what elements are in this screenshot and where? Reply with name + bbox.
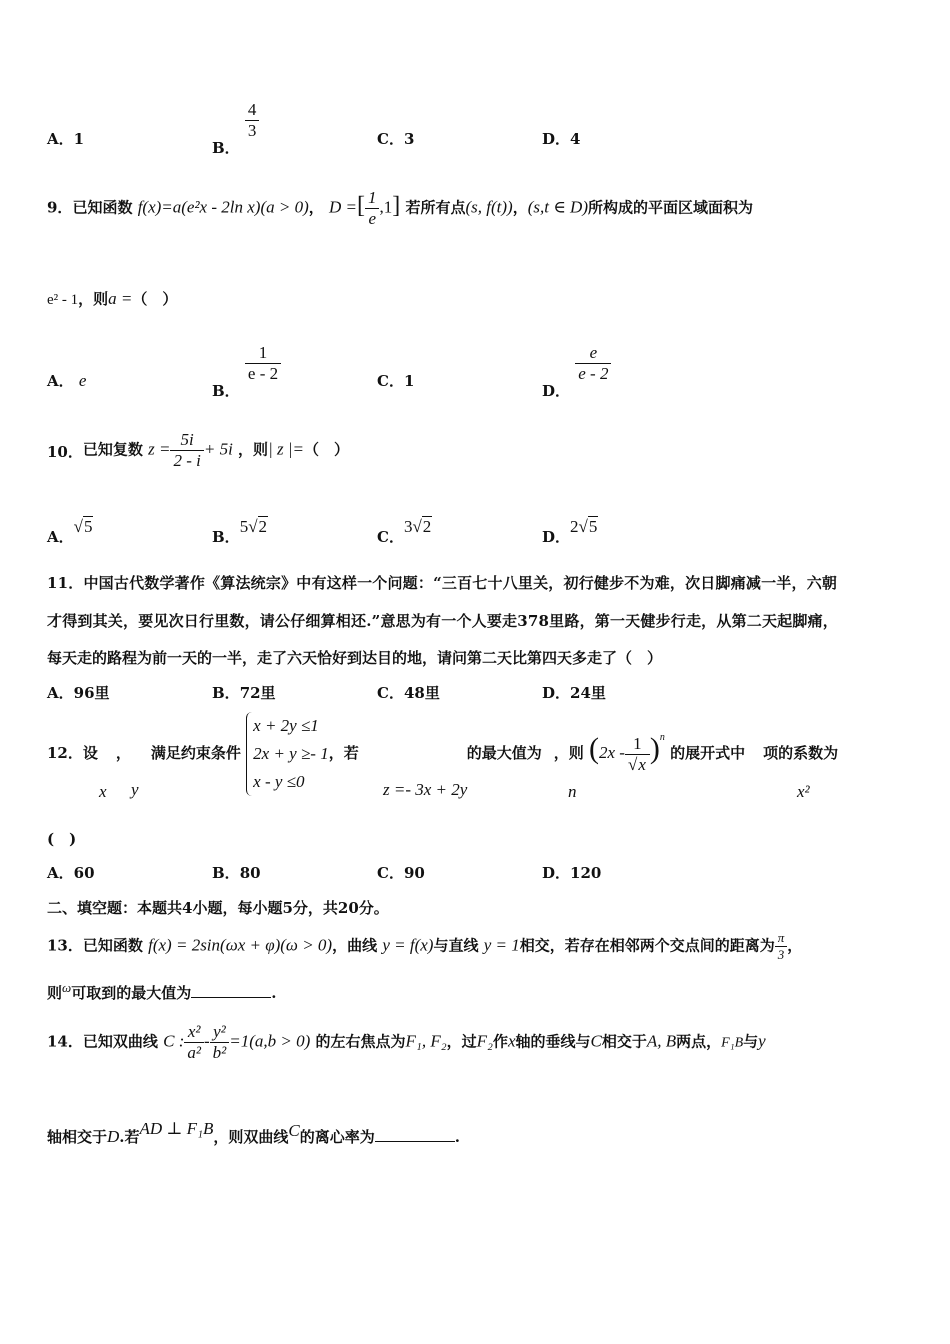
option-value: 96里 (73, 684, 110, 702)
option-value: 60 (73, 864, 95, 882)
q9-stem-2 (47, 288, 907, 309)
text: ，则 (238, 440, 269, 459)
math-expr: F₁, F₂ (405, 1031, 447, 1051)
constraint: 2x + y ≥- 1 (253, 744, 329, 763)
numerator: 1 (367, 188, 377, 207)
text: 轴的垂线与 (515, 1032, 591, 1051)
math-expr: (s,t ∈ D) (527, 197, 588, 217)
paren-right: ) (649, 732, 660, 765)
var-n: n (568, 782, 577, 801)
denominator: 3 (775, 946, 788, 963)
option-label: B． (212, 138, 240, 157)
question-number: 14． (47, 1032, 83, 1051)
math-expr: a = (108, 289, 133, 308)
q14-stem-2 (47, 1119, 907, 1147)
denominator: 3 (245, 120, 260, 141)
math-expr: F₂ (476, 1031, 493, 1051)
denominator: a² (184, 1042, 204, 1063)
denominator: e - 2 (245, 363, 281, 384)
text: 的左右焦点为 (315, 1032, 406, 1051)
option-value: 4 (570, 130, 581, 148)
q11-line-3: 每天走的路程为前一天的一半，走了六天恰好到达目的地，请问第二天比第四天多走了（ ） (47, 649, 663, 667)
question-number: 10． (47, 442, 83, 461)
question-number: 12． (47, 744, 83, 762)
math-expr: ,1 (379, 197, 393, 217)
option-value: 90 (403, 864, 425, 882)
q8-option-a (47, 128, 84, 149)
math-expr: (s, f(t)) (465, 197, 513, 217)
radicand: x (638, 754, 646, 774)
option-value: 120 (570, 864, 602, 882)
q11-option-b (212, 682, 276, 703)
q13-stem (47, 930, 907, 963)
text: （ ） (132, 290, 178, 308)
fraction (575, 343, 611, 384)
fraction (245, 343, 281, 384)
q11-option-d (542, 682, 606, 703)
numerator: 1 (633, 733, 642, 753)
text: 设 (82, 744, 98, 762)
option-label: D． (542, 381, 571, 400)
numerator: π (777, 930, 785, 945)
fraction (170, 430, 203, 471)
constraint: x + 2y ≤1 (253, 716, 319, 735)
math-expr: x (507, 1031, 516, 1051)
fraction (625, 734, 650, 775)
option-value: 1 (73, 130, 85, 148)
math-expr: C (590, 1031, 602, 1051)
q10-option-a (47, 516, 93, 546)
fraction (775, 930, 788, 963)
option-label: C． (377, 684, 404, 702)
text: ， (512, 198, 528, 217)
option-label: C． (377, 528, 404, 546)
text: ， (787, 936, 803, 955)
math-expr: y = f(x) (382, 935, 434, 955)
radical: 2√5 (570, 517, 598, 536)
fraction (365, 188, 380, 229)
q10-option-d (542, 516, 598, 546)
math-expr: C (288, 1121, 300, 1140)
option-label: A． (47, 372, 74, 390)
q12-option-d (542, 862, 601, 883)
var-y: y (131, 780, 139, 799)
text: 的展开式中 (670, 744, 746, 762)
option-label: D． (542, 684, 571, 702)
numerator: x² (187, 1022, 201, 1041)
q11-option-c (377, 682, 440, 703)
constraint: x - y ≤0 (253, 772, 305, 791)
q10-stem (47, 430, 907, 471)
math-expr: - (203, 1031, 210, 1051)
q8-option-d (542, 128, 580, 149)
text: 两点， (676, 1032, 722, 1051)
math-expr: AD ⊥ F₁B (139, 1119, 214, 1138)
q12-paren: ( ) (47, 830, 77, 848)
q11-option-a (47, 682, 110, 703)
text: ，则 (78, 290, 109, 308)
text: 的最大值为 (466, 744, 542, 762)
option-value: e (78, 371, 87, 390)
q11-line-2: 才得到其关，要见次日行里数，请公仔细算相还.”意思为有一个人要走378里路，第一天健步行走，从第二天起脚痛， (47, 612, 838, 630)
text: 已知函数 (82, 936, 143, 955)
math-expr: f(x)=a (137, 197, 182, 217)
text: ，若 (328, 744, 359, 762)
option-label: D． (542, 528, 571, 546)
text: . (454, 1128, 460, 1146)
text: 的离心率为 (299, 1128, 375, 1146)
denominator: √x (625, 754, 650, 775)
math-expr: D = (328, 197, 357, 217)
text: .若 (119, 1128, 140, 1146)
text: 满足约束条件 (150, 744, 241, 762)
math-expr: C : (163, 1031, 185, 1051)
numerator: 5i (180, 430, 194, 449)
fraction (184, 1022, 204, 1063)
text: 项的系数为 (763, 744, 839, 762)
text: 相交于 (601, 1032, 647, 1051)
question-number: 9． (47, 198, 73, 217)
math-expr: ω (62, 980, 72, 995)
option-value: 3 (403, 130, 415, 148)
option-label: B． (212, 381, 240, 400)
math-expr: =1(a,b > 0) (229, 1031, 311, 1051)
math-expr: D (107, 1127, 120, 1146)
numerator: y² (213, 1022, 226, 1041)
text: 已知双曲线 (82, 1032, 158, 1051)
math-expr: F₁B (721, 1035, 744, 1051)
text: 已知复数 (82, 440, 143, 459)
coefficient: 5 (239, 517, 249, 536)
text: 则 (47, 984, 63, 1002)
text: ，则 (553, 744, 584, 762)
constraint-system (246, 712, 329, 796)
denominator: e - 2 (575, 363, 611, 384)
radical: 3√2 (403, 517, 432, 536)
text: ，则双曲线 (213, 1128, 289, 1146)
q9-option-c (377, 370, 414, 391)
math-expr: z = (148, 439, 171, 459)
option-value: 1 (403, 372, 415, 390)
math-expr: y (758, 1031, 766, 1051)
denominator: b² (210, 1042, 230, 1063)
answer-blank[interactable] (191, 983, 271, 998)
q12-stem (47, 712, 907, 796)
text: ，曲线 (332, 936, 378, 955)
coefficient: 2 (570, 517, 579, 536)
option-label: C． (377, 372, 404, 390)
q13-stem-2 (47, 982, 907, 1003)
math-expr: (e²x - 2ln x)(a > 0) (181, 197, 309, 217)
bracket: [ (356, 192, 365, 219)
option-value: 72里 (239, 684, 276, 702)
answer-blank[interactable] (375, 1127, 455, 1142)
math-expr: f(x) = 2sin(ωx + φ)(ω > 0) (148, 935, 333, 955)
option-value: 24里 (570, 684, 606, 702)
text: 作 (492, 1032, 508, 1051)
radical: √5 (73, 517, 93, 536)
denominator: e (365, 208, 380, 229)
coefficient: 3 (403, 517, 413, 536)
q10-option-c (377, 516, 432, 546)
option-label: B． (212, 864, 240, 882)
text: 与 (743, 1032, 759, 1051)
option-label: C． (377, 864, 404, 882)
option-label: D． (542, 130, 571, 148)
objective-function: z =- 3x + 2y (383, 780, 468, 799)
text: （ ） (304, 440, 350, 459)
text: 与直线 (433, 936, 479, 955)
q9-option-b (212, 343, 281, 400)
radicand: 2 (258, 517, 268, 536)
q12-option-a (47, 862, 95, 883)
q14-stem (47, 1022, 907, 1063)
option-label: B． (212, 684, 240, 702)
paren-left: ( (589, 732, 599, 765)
math-expr: A, B (646, 1031, 677, 1051)
bracket: ] (392, 192, 401, 219)
option-label: C． (377, 130, 404, 148)
text: 若所有点 (405, 198, 466, 217)
radicand: 2 (422, 517, 432, 536)
option-label: A． (47, 684, 74, 702)
radical: 5√2 (239, 517, 268, 536)
q10-option-b (212, 516, 268, 546)
q12-option-b (212, 862, 261, 883)
radicand: 5 (83, 517, 93, 536)
math-expr: + 5i (203, 439, 233, 459)
question-number: 13． (47, 936, 83, 955)
math-expr: | z |= (268, 439, 304, 459)
q9-option-a (47, 370, 86, 391)
numerator: 1 (258, 343, 268, 362)
text: 已知函数 (72, 198, 133, 217)
denominator: 2 - i (170, 450, 203, 471)
text: ， (308, 198, 324, 217)
math-expr: y = 1 (483, 935, 520, 955)
math-expr: 2x - (599, 743, 625, 762)
text: . (271, 984, 277, 1002)
option-value: 80 (239, 864, 261, 882)
q8-option-c (377, 128, 414, 149)
q9-option-d (542, 343, 611, 400)
q8-option-b (212, 100, 259, 157)
q11-line-1: 11．中国古代数学著作《算法统宗》中有这样一个问题：“三百七十八里关，初行健步不为难，次日脚痛减一半，六朝 (47, 574, 838, 592)
text: 相交，若存在相邻两个交点间的距离为 (519, 936, 775, 955)
text: 轴相交于 (47, 1128, 108, 1146)
text: ，过 (446, 1032, 477, 1051)
radicand: 5 (588, 517, 598, 536)
text: 可取到的最大值为 (71, 984, 192, 1002)
var-x: x (99, 782, 107, 801)
option-label: A． (47, 864, 74, 882)
option-label: B． (212, 528, 240, 546)
section-heading: 二、填空题：本题共4小题，每小题5分，共20分。 (47, 899, 389, 917)
math-expr: e² - 1 (47, 292, 79, 308)
fraction (210, 1022, 230, 1063)
text: ， (115, 744, 131, 762)
q12-option-c (377, 862, 425, 883)
option-label: A． (47, 528, 74, 546)
option-label: D． (542, 864, 571, 882)
q9-stem (47, 188, 907, 229)
numerator: e (589, 343, 598, 362)
var-x-squared: x² (797, 782, 810, 801)
text: 所构成的平面区域面积为 (588, 198, 754, 217)
exponent: n (659, 732, 665, 743)
fraction (245, 100, 260, 141)
numerator: 4 (247, 100, 257, 119)
option-label: A． (47, 130, 74, 148)
option-value: 48里 (403, 684, 440, 702)
